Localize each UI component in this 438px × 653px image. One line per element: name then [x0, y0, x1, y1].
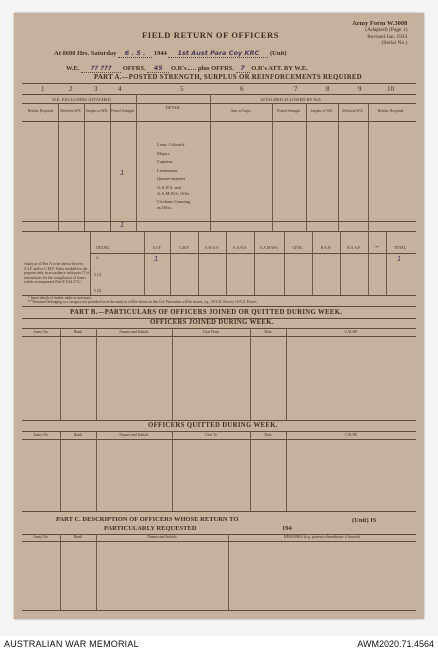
- joined-col-army-no: Army No.: [33, 330, 49, 334]
- left-group-header: W.E. EXCLUDING ATTACHED: [52, 97, 111, 102]
- detail-row: Majors: [157, 150, 170, 156]
- posted-strength-mark: 1: [120, 169, 125, 177]
- analysis-total-mark: 1: [397, 255, 402, 263]
- unit-value: 1st Aust Para Coy KRC: [168, 49, 268, 58]
- detail-row: Quarter-masters: [157, 176, 186, 182]
- column-number: 1: [41, 85, 45, 93]
- plus-offrs-label: plus OFFRS.: [197, 65, 235, 72]
- att-label: ATT. BY W.E.: [268, 65, 308, 72]
- quitted-col-names: Names and Initials: [119, 433, 149, 437]
- analysis-header: C.M.F.: [178, 246, 190, 250]
- joined-col-date: Date: [264, 330, 272, 334]
- joined-col-rank: Rank: [73, 330, 83, 334]
- col-header-deficient: Deficient W.E.: [60, 109, 82, 113]
- analysis-header: DETAIL: [96, 246, 110, 250]
- col-header-surplus: Surplus to W.E.: [85, 109, 109, 113]
- year: 1944: [153, 50, 167, 57]
- column-number: 8: [326, 85, 330, 93]
- part-c-unit-label: (Unit) IS: [352, 517, 377, 524]
- joined-col-cause: CAUSE: [344, 330, 358, 334]
- col-header-reinfts-att: Reinfts. Required.: [377, 109, 405, 113]
- form-number-block: [352, 21, 407, 47]
- ors-label-1: O.R's: [170, 65, 187, 72]
- rank-detail-list: [157, 141, 190, 212]
- column-number: 7: [294, 85, 298, 93]
- analysis-header: A.I.F.: [152, 246, 162, 250]
- part-a-title: PART A.—POSTED STRENGTH, SURPLUS OR REINFORCEMENTS REQUIRED: [94, 74, 362, 81]
- partc-col-army-no: Army No.: [33, 535, 49, 539]
- column-number: 5: [180, 85, 184, 93]
- divider: [22, 94, 416, 95]
- divider: [22, 83, 416, 84]
- column-number: 9: [358, 85, 362, 93]
- quitted-col-rank: Rank: [73, 433, 83, 437]
- form-note-2: Revised Jan. 1943: [367, 33, 408, 40]
- ors-value-1: 45: [147, 64, 169, 73]
- detail-row: Lieutenants: [157, 167, 178, 173]
- quitted-col-date: Date: [264, 433, 272, 437]
- joined-col-names: Names and Initials: [119, 330, 149, 334]
- analysis-header: **: [375, 246, 379, 250]
- date-value: 6 . 5 .: [118, 49, 152, 58]
- at-label: At 0600 Hrs. Saturday: [54, 50, 117, 57]
- divider: [22, 121, 416, 122]
- caption-right: AWM2020.71.4564: [357, 639, 434, 649]
- analysis-header: R.A.A.F.: [347, 246, 361, 250]
- quitted-col-cause: CAUSE: [344, 433, 358, 437]
- part-c-year: 194: [282, 525, 292, 532]
- right-group-header: ATTACHED ALLOWED BY W.E.: [260, 97, 323, 102]
- part-b-title: PART B.—PARTICULARS OF OFFICERS JOINED OR QUITTED DURING WEEK.: [70, 309, 343, 316]
- column-number: 3: [94, 85, 98, 93]
- analysis-header: TOTAL: [393, 246, 407, 250]
- analysis-header: A.A.M.W.S.: [259, 246, 279, 250]
- part-c-title-line-1: PART C. DESCRIPTION OF OFFICERS WHOSE RETURN TO: [56, 516, 239, 523]
- detail-row: Lieut.-Colonels: [157, 142, 185, 147]
- joined-col-unit: Unit From: [202, 330, 220, 334]
- col-header-posted: Posted Strength.: [111, 109, 135, 113]
- column-number: 10: [387, 85, 394, 93]
- partc-col-names: Names and Initials: [147, 535, 177, 539]
- detail-row: Captains: [157, 159, 173, 165]
- col-header-reinfts: Reinfts. Required.: [27, 109, 55, 113]
- caption-bar: [0, 636, 438, 653]
- header-line-we: [66, 64, 308, 73]
- aif-mark: 1: [154, 255, 159, 263]
- we-value: ?? ???: [81, 64, 121, 73]
- detail-row: as Offrs.: [157, 204, 173, 210]
- detail-row: Civilians Counting: [157, 199, 191, 205]
- form-number: Army Form W.3008: [352, 20, 408, 27]
- ors-value-2: 7: [236, 64, 250, 73]
- we-label: W.E.: [66, 65, 80, 72]
- analysis-row-label: 5 (2): [94, 289, 102, 293]
- col-header-detail: DETAIL: [165, 105, 181, 110]
- offrs-label: OFFRS.: [122, 65, 146, 72]
- detail-row: A.A.M.W.S. Offrs.: [157, 190, 191, 196]
- column-number: 2: [69, 85, 73, 93]
- form-note-1: (Adapted) (Page 1): [365, 27, 408, 34]
- quitted-title: OFFICERS QUITTED DURING WEEK.: [148, 422, 278, 429]
- part-c-title: [56, 516, 238, 533]
- unit-label: (Unit): [269, 50, 287, 57]
- quitted-col-army-no: Army No.: [33, 433, 49, 437]
- divider: [22, 231, 416, 232]
- part-c-title-line-2: PARTICULARLY REQUESTED: [104, 524, 197, 532]
- caption-left: AUSTRALIAN WAR MEMORIAL: [4, 639, 139, 649]
- col-header-arm: Arm or Corps.: [230, 109, 252, 113]
- analysis-header: A.W.A.S.: [204, 246, 220, 250]
- partc-col-remarks: REMARKS (e.g. present whereabouts if known): [284, 535, 360, 539]
- partc-col-rank: Rank: [73, 535, 83, 539]
- quitted-col-unit: Unit To: [205, 433, 217, 437]
- form-title: FIELD RETURN OF OFFICERS: [142, 30, 280, 40]
- col-header-deficient-att: Deficient W.E.: [342, 109, 364, 113]
- header-line-date: [54, 49, 287, 58]
- analysis-header: A.A.N.S.: [232, 246, 248, 250]
- footnote-1: * Insert details of further ranks as necessary.: [28, 296, 92, 300]
- analysis-header: CIVIL.: [292, 246, 304, 250]
- footnote-2: ** Personnel belonging to a category not provided for in the analysis will be shown in this Col. Particulars will be shown, e.g., 20 U.K. Forces; 10 N.Z. Forces.: [28, 300, 258, 304]
- detail-row: A.A.N.S. and: [157, 184, 181, 190]
- document-sheet: [14, 13, 424, 619]
- divider: [22, 221, 416, 222]
- col-header-posted-att: Posted Strength.: [277, 109, 301, 113]
- analysis-instructions: Analysis of Part A to be shown here by A.I.F. and/or C.M.F. Units marked for the purpose only in accordance with para 17 of instructions for the compilation of forms which accompanied Part 8/1/44 27/1/.: [24, 262, 90, 285]
- ors-label-2: O.R's: [251, 65, 267, 72]
- column-number: 6: [240, 85, 244, 93]
- analysis-row-label: 5 (1): [94, 273, 102, 277]
- form-note-3: (Serial No.): [381, 40, 408, 47]
- total-mark: 1: [120, 221, 125, 229]
- analysis-header: R.A.N.: [320, 246, 332, 250]
- analysis-row-label: 4: [96, 256, 98, 260]
- divider: [22, 103, 416, 104]
- joined-title: OFFICERS JOINED DURING WEEK.: [150, 319, 274, 326]
- column-number: 4: [118, 85, 122, 93]
- col-header-surplus-att: Surplus to W.E.: [310, 109, 334, 113]
